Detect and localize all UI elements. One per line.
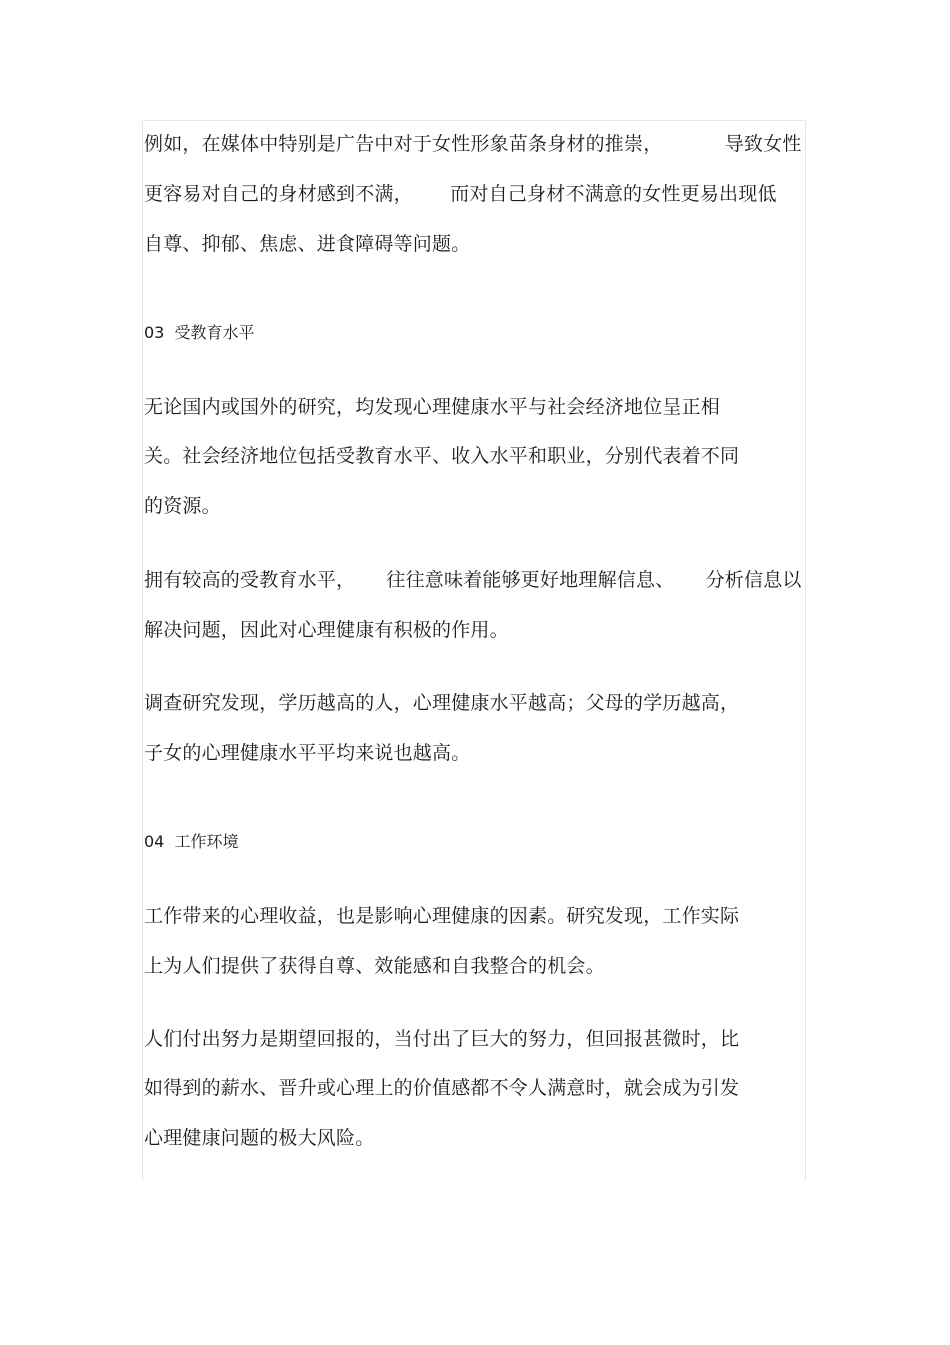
paragraph-line: 解决问题，因此对心理健康有积极的作用。 bbox=[144, 619, 509, 641]
paragraph-line: 工作带来的心理收益，也是影响心理健康的因素。研究发现，工作实际 bbox=[144, 905, 740, 927]
paragraph-line: 调查研究发现，学历越高的人，心理健康水平越高；父母的学历越高， bbox=[144, 692, 740, 714]
paragraph-line: 无论国内或国外的研究，均发现心理健康水平与社会经济地位呈正相 bbox=[144, 396, 721, 418]
section-heading-03: 03 受教育水平 bbox=[144, 323, 255, 342]
paragraph-line: 例如，在媒体中特别是广告中对于女性形象苗条身材的推崇， 导致女性 bbox=[144, 133, 802, 155]
paragraph-line: 关。社会经济地位包括受教育水平、收入水平和职业，分别代表着不同 bbox=[144, 445, 740, 467]
paragraph-line: 拥有较高的受教育水平， 往往意味着能够更好地理解信息、 分析信息以 bbox=[144, 569, 802, 591]
paragraph-line: 心理健康问题的极大风险。 bbox=[144, 1127, 375, 1149]
paragraph-line: 人们付出努力是期望回报的，当付出了巨大的努力，但回报甚微时，比 bbox=[144, 1028, 740, 1050]
page-frame bbox=[142, 120, 806, 1180]
paragraph-line: 如得到的薪水、晋升或心理上的价值感都不令人满意时，就会成为引发 bbox=[144, 1077, 740, 1099]
paragraph-line: 的资源。 bbox=[144, 495, 221, 517]
paragraph-line: 自尊、抑郁、焦虑、进食障碍等问题。 bbox=[144, 233, 471, 255]
paragraph-line: 更容易对自己的身材感到不满， 而对自己身材不满意的女性更易出现低 bbox=[144, 183, 777, 205]
section-heading-04: 04 工作环境 bbox=[144, 832, 239, 851]
paragraph-line: 子女的心理健康水平平均来说也越高。 bbox=[144, 742, 471, 764]
paragraph-line: 上为人们提供了获得自尊、效能感和自我整合的机会。 bbox=[144, 955, 605, 977]
